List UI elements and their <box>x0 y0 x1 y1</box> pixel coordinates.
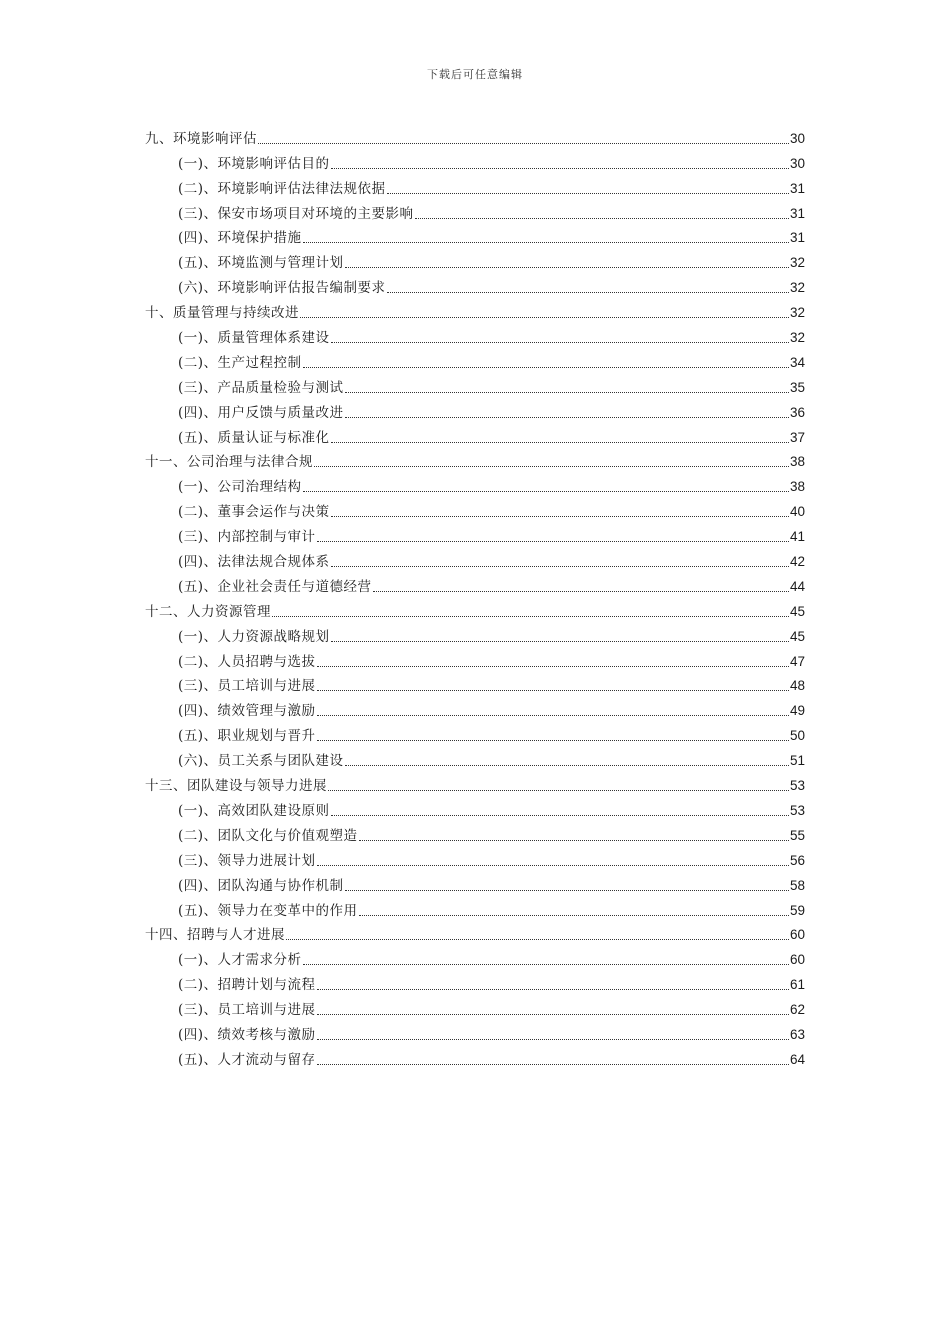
toc-page-number: 32 <box>789 330 805 346</box>
toc-section-entry[interactable] <box>145 474 805 499</box>
toc-page-number: 32 <box>789 305 805 321</box>
toc-dot-leader <box>345 765 789 766</box>
toc-chapter-entry[interactable] <box>145 599 805 624</box>
toc-entry-title: (二)、环境影响评估法律法规依据 <box>178 180 386 197</box>
toc-entry-title: (三)、领导力进展计划 <box>178 852 316 869</box>
table-of-contents <box>145 126 805 1072</box>
toc-page-number: 60 <box>789 952 805 968</box>
toc-section-entry[interactable] <box>145 898 805 923</box>
toc-dot-leader <box>331 516 789 517</box>
toc-entry-title: 九、环境影响评估 <box>145 130 257 147</box>
toc-dot-leader <box>331 168 789 169</box>
toc-dot-leader <box>317 541 789 542</box>
toc-entry-title: (四)、团队沟通与协作机制 <box>178 877 344 894</box>
toc-dot-leader <box>359 840 789 841</box>
toc-entry-title: (三)、员工培训与进展 <box>178 678 316 695</box>
toc-dot-leader <box>317 1064 789 1065</box>
toc-dot-leader <box>373 591 789 592</box>
toc-page-number: 40 <box>789 504 805 520</box>
toc-dot-leader <box>345 417 789 418</box>
toc-dot-leader <box>317 690 789 691</box>
toc-entry-title: (一)、环境影响评估目的 <box>178 155 330 172</box>
toc-section-entry[interactable] <box>145 649 805 674</box>
toc-dot-leader <box>331 566 789 567</box>
toc-chapter-entry[interactable] <box>145 773 805 798</box>
toc-page-number: 35 <box>789 379 805 395</box>
toc-entry-title: (五)、职业规划与晋升 <box>178 728 316 745</box>
toc-section-entry[interactable] <box>145 350 805 375</box>
toc-dot-leader <box>317 1039 789 1040</box>
toc-entry-title: (四)、环境保护措施 <box>178 230 302 247</box>
toc-dot-leader <box>415 218 789 219</box>
toc-page-number: 41 <box>789 529 805 545</box>
toc-entry-title: (二)、董事会运作与决策 <box>178 504 330 521</box>
toc-section-entry[interactable] <box>145 748 805 773</box>
toc-dot-leader <box>331 342 789 343</box>
toc-page-number: 59 <box>789 902 805 918</box>
toc-dot-leader <box>345 392 789 393</box>
toc-section-entry[interactable] <box>145 972 805 997</box>
toc-section-entry[interactable] <box>145 947 805 972</box>
toc-entry-title: 十、质量管理与持续改进 <box>145 305 299 322</box>
toc-dot-leader <box>303 367 789 368</box>
toc-entry-title: (五)、环境监测与管理计划 <box>178 255 344 272</box>
toc-dot-leader <box>331 641 789 642</box>
toc-entry-title: 十三、团队建设与领导力进展 <box>145 778 327 795</box>
toc-entry-title: (四)、用户反馈与质量改进 <box>178 404 344 421</box>
toc-chapter-entry[interactable] <box>145 300 805 325</box>
toc-section-entry[interactable] <box>145 176 805 201</box>
toc-entry-title: (六)、员工关系与团队建设 <box>178 753 344 770</box>
toc-page-number: 44 <box>789 578 805 594</box>
toc-dot-leader <box>303 242 789 243</box>
toc-section-entry[interactable] <box>145 201 805 226</box>
toc-entry-title: (二)、招聘计划与流程 <box>178 977 316 994</box>
toc-section-entry[interactable] <box>145 425 805 450</box>
toc-page-number: 45 <box>789 603 805 619</box>
toc-page-number: 42 <box>789 554 805 570</box>
toc-chapter-entry[interactable] <box>145 126 805 151</box>
toc-dot-leader <box>317 715 789 716</box>
toc-entry-title: 十一、公司治理与法律合规 <box>145 454 313 471</box>
toc-page-number: 36 <box>789 404 805 420</box>
toc-section-entry[interactable] <box>145 873 805 898</box>
toc-page-number: 56 <box>789 852 805 868</box>
toc-page-number: 32 <box>789 280 805 296</box>
toc-dot-leader <box>272 616 789 617</box>
toc-section-entry[interactable] <box>145 400 805 425</box>
toc-entry-title: (二)、团队文化与价值观塑造 <box>178 827 358 844</box>
toc-page-number: 31 <box>789 205 805 221</box>
toc-entry-title: (一)、高效团队建设原则 <box>178 802 330 819</box>
toc-section-entry[interactable] <box>145 698 805 723</box>
toc-entry-title: (一)、人力资源战略规划 <box>178 628 330 645</box>
toc-entry-title: (五)、人才流动与留存 <box>178 1051 316 1068</box>
toc-section-entry[interactable] <box>145 524 805 549</box>
toc-page-number: 45 <box>789 628 805 644</box>
toc-dot-leader <box>359 915 789 916</box>
toc-entry-title: (五)、质量认证与标准化 <box>178 429 330 446</box>
toc-page-number: 31 <box>789 230 805 246</box>
toc-section-entry[interactable] <box>145 798 805 823</box>
toc-dot-leader <box>317 865 789 866</box>
toc-section-entry[interactable] <box>145 250 805 275</box>
toc-page-number: 60 <box>789 927 805 943</box>
toc-section-entry[interactable] <box>145 499 805 524</box>
toc-chapter-entry[interactable] <box>145 923 805 948</box>
toc-page-number: 55 <box>789 827 805 843</box>
toc-entry-title: (四)、法律法规合规体系 <box>178 554 330 571</box>
toc-dot-leader <box>317 740 789 741</box>
toc-page-number: 30 <box>789 155 805 171</box>
toc-dot-leader <box>303 964 789 965</box>
toc-page-number: 38 <box>789 454 805 470</box>
toc-page-number: 37 <box>789 429 805 445</box>
toc-dot-leader <box>328 790 789 791</box>
toc-entry-title: (三)、员工培训与进展 <box>178 1002 316 1019</box>
toc-section-entry[interactable] <box>145 624 805 649</box>
toc-entry-title: (一)、人才需求分析 <box>178 952 302 969</box>
toc-dot-leader <box>317 1014 789 1015</box>
toc-section-entry[interactable] <box>145 997 805 1022</box>
toc-section-entry[interactable] <box>145 1047 805 1072</box>
toc-entry-title: (五)、企业社会责任与道德经营 <box>178 578 372 595</box>
toc-dot-leader <box>317 666 789 667</box>
toc-section-entry[interactable] <box>145 275 805 300</box>
toc-entry-title: 十四、招聘与人才进展 <box>145 927 285 944</box>
toc-dot-leader <box>314 466 789 467</box>
toc-page-number: 48 <box>789 678 805 694</box>
toc-page-number: 64 <box>789 1051 805 1067</box>
toc-entry-title: (五)、领导力在变革中的作用 <box>178 902 358 919</box>
toc-dot-leader <box>387 193 789 194</box>
toc-entry-title: (三)、内部控制与审计 <box>178 529 316 546</box>
page-header: 下载后可任意编辑 <box>427 68 523 81</box>
toc-page-number: 49 <box>789 703 805 719</box>
toc-entry-title: (三)、保安市场项目对环境的主要影响 <box>178 205 414 222</box>
toc-page-number: 50 <box>789 728 805 744</box>
toc-page-number: 53 <box>789 802 805 818</box>
toc-entry-title: (一)、质量管理体系建设 <box>178 330 330 347</box>
toc-page-number: 31 <box>789 180 805 196</box>
toc-section-entry[interactable] <box>145 549 805 574</box>
toc-page-number: 63 <box>789 1026 805 1042</box>
toc-entry-title: 十二、人力资源管理 <box>145 603 271 620</box>
toc-entry-title: (二)、人员招聘与选拔 <box>178 653 316 670</box>
toc-section-entry[interactable] <box>145 823 805 848</box>
toc-page-number: 61 <box>789 977 805 993</box>
toc-section-entry[interactable] <box>145 1022 805 1047</box>
toc-page-number: 51 <box>789 753 805 769</box>
toc-dot-leader <box>345 890 789 891</box>
toc-section-entry[interactable] <box>145 723 805 748</box>
toc-entry-title: (二)、生产过程控制 <box>178 354 302 371</box>
toc-section-entry[interactable] <box>145 848 805 873</box>
toc-dot-leader <box>387 292 789 293</box>
toc-dot-leader <box>300 317 789 318</box>
toc-dot-leader <box>331 442 789 443</box>
toc-page-number: 47 <box>789 653 805 669</box>
toc-dot-leader <box>303 491 789 492</box>
toc-section-entry[interactable] <box>145 674 805 699</box>
toc-page-number: 62 <box>789 1002 805 1018</box>
toc-section-entry[interactable] <box>145 226 805 251</box>
toc-page-number: 53 <box>789 778 805 794</box>
toc-dot-leader <box>286 939 789 940</box>
toc-entry-title: (四)、绩效考核与激励 <box>178 1026 316 1043</box>
toc-section-entry[interactable] <box>145 325 805 350</box>
toc-section-entry[interactable] <box>145 151 805 176</box>
toc-dot-leader <box>331 815 789 816</box>
toc-page-number: 58 <box>789 877 805 893</box>
toc-page-number: 30 <box>789 130 805 146</box>
toc-section-entry[interactable] <box>145 574 805 599</box>
toc-entry-title: (一)、公司治理结构 <box>178 479 302 496</box>
toc-page-number: 38 <box>789 479 805 495</box>
toc-page-number: 34 <box>789 354 805 370</box>
toc-section-entry[interactable] <box>145 375 805 400</box>
toc-dot-leader <box>258 143 789 144</box>
toc-entry-title: (四)、绩效管理与激励 <box>178 703 316 720</box>
toc-dot-leader <box>317 989 789 990</box>
toc-page-number: 32 <box>789 255 805 271</box>
toc-entry-title: (六)、环境影响评估报告编制要求 <box>178 280 386 297</box>
toc-dot-leader <box>345 267 789 268</box>
toc-chapter-entry[interactable] <box>145 450 805 475</box>
toc-entry-title: (三)、产品质量检验与测试 <box>178 379 344 396</box>
